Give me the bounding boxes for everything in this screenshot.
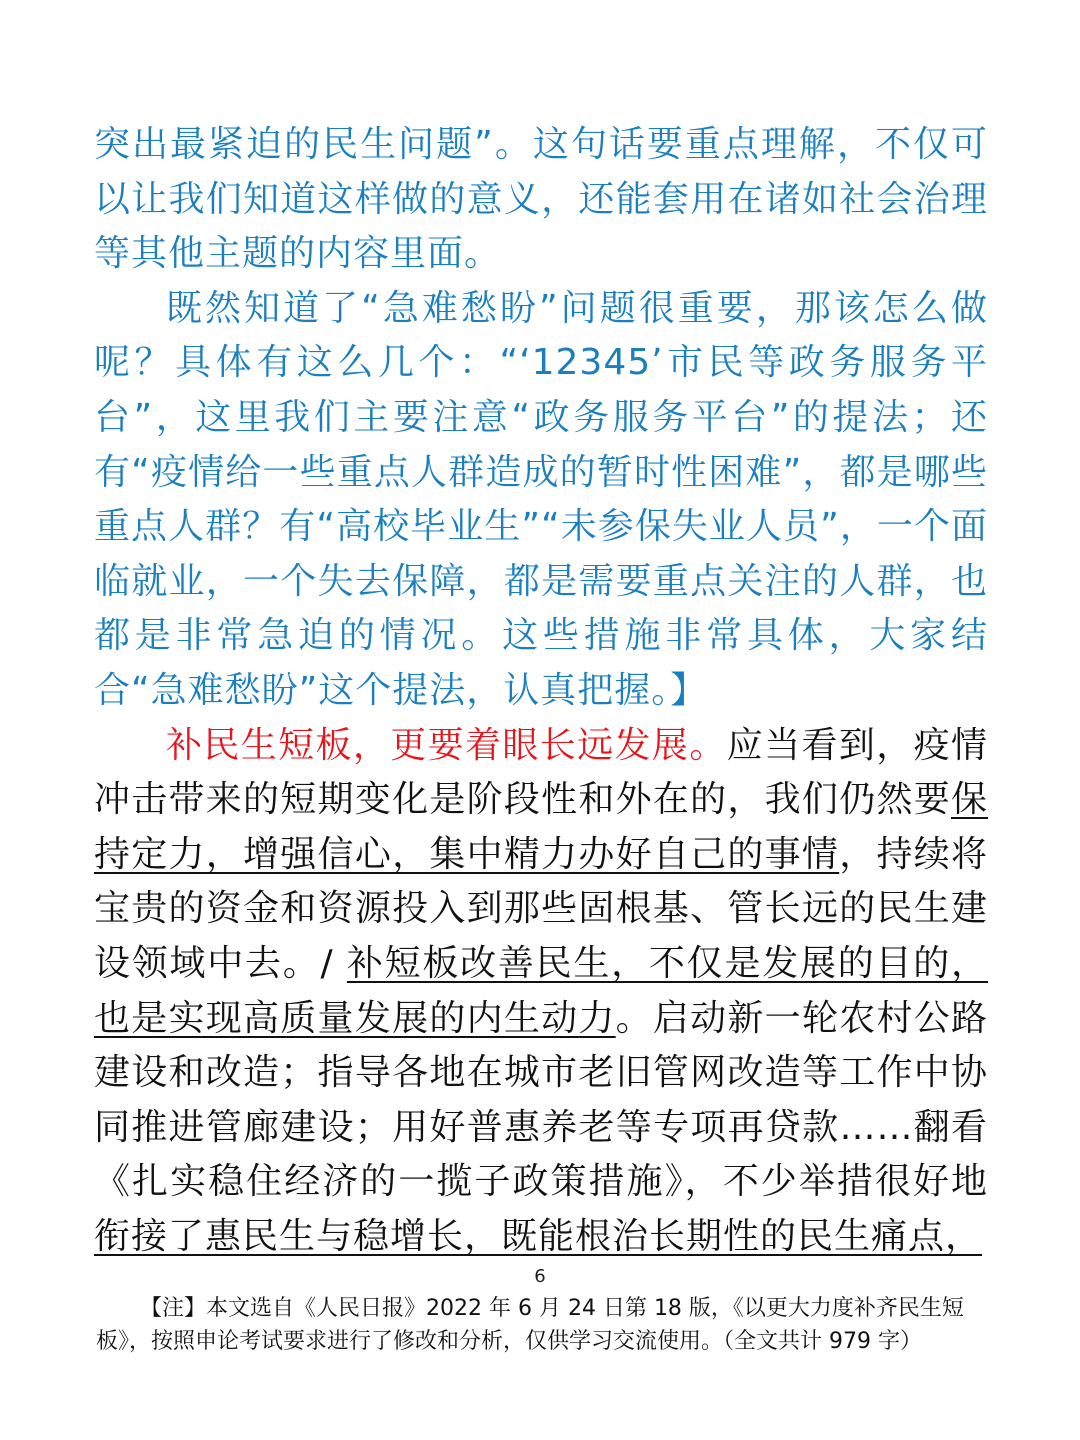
article-body (94, 118, 988, 1264)
underlined-key-phrase-2: 补短板改善民生，不仅是发展的目的，也是实现高质量发展的内生动力 (94, 942, 988, 1039)
analysis-paragraph: 既然知道了“急难愁盼”问题很重要，那该怎么做呢？具体有这么几个：“‘12345’市民等政务服务平台”，这里我们主要注意“政务服务平台”的提法；还有“疫情给一些重点人群造成的暂时性困难”，都是哪些重点人群？有“高校毕业生”“未参保失业人员”，一个面临就业，一个失去保障，都是需要重点关注的人群，也都是非常急迫的情况。这些措施非常具体，大家结合“急难愁盼”这个提法，认真把握。】 (94, 287, 988, 711)
body-text-2: ，持续将宝贵的资金和资源投入到那些固根基、管长远的民生建设领域中去。/ (94, 833, 988, 984)
body-text-3: 。启动新一轮农村公路建设和改造；指导各地在城市老旧管网改造等工作中协同推进管廊建设；用好普惠养老等专项再贷款……翻看《扎实稳住经济的一揽子政策措施》，不少举措很好地 (94, 997, 988, 1203)
analysis-paragraph-continued: 突出最紧迫的民生问题”。这句话要重点理解，不仅可以让我们知道这样做的意义，还能套用在诸如社会治理等其他主题的内容里面。 (94, 124, 988, 275)
underlined-key-phrase-3: 衔接了惠民生与稳增长，既能根治长期性的民生痛点， (94, 1215, 983, 1257)
body-text-1: 应当看到，疫情冲击带来的短期变化是阶段性和外在的，我们仍然要 (94, 724, 988, 821)
underlined-key-phrase-1: 保持定力，增强信心，集中精力办好自己的事情 (94, 779, 988, 875)
footnote: 【注】本文选自《人民日报》2022 年 6 月 24 日第 18 版，《以更大力度补齐民生短板》，按照申论考试要求进行了修改和分析，仅供学习交流使用。（全文共计 979 字） (96, 1296, 964, 1354)
section-heading: 补民生短板，更要着眼长远发展。 (166, 724, 727, 766)
page-number: 6 (534, 1266, 546, 1287)
main-paragraph (94, 719, 988, 1265)
